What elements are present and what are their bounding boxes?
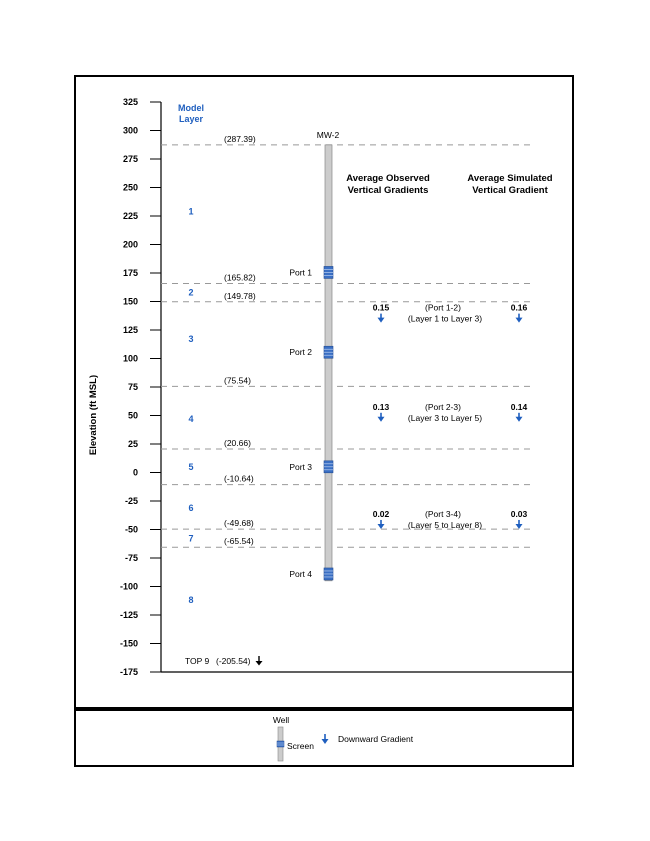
y-tick-label: 25 xyxy=(127,439,138,449)
observed-header-line2: Vertical Gradients xyxy=(347,185,429,196)
y-tick-label: 250 xyxy=(122,182,138,193)
downward-gradient-arrow-icon xyxy=(516,413,523,422)
well-screen xyxy=(324,346,333,358)
y-tick-label: 100 xyxy=(122,353,138,364)
downward-gradient-arrow-icon xyxy=(516,314,523,323)
simulated-gradient-value: 0.03 xyxy=(510,508,528,519)
y-tick-label: -25 xyxy=(124,496,138,506)
boundary-label: (75.54) xyxy=(224,375,251,386)
y-axis-label: Elevation (ft MSL) xyxy=(88,374,99,456)
y-tick-label: 225 xyxy=(122,211,138,221)
port-label: Port 1 xyxy=(289,267,312,278)
legend-downward-arrow-icon xyxy=(322,734,329,744)
port-pair-label: (Port 2-3) xyxy=(425,401,461,412)
y-tick-label: -175 xyxy=(119,667,138,677)
well-screen xyxy=(324,568,333,580)
port-pair-label: (Port 3-4) xyxy=(425,508,461,519)
boundary-label: (287.39) xyxy=(224,133,256,144)
boundary-label: (-49.68) xyxy=(224,518,254,529)
model-layer-header-line1: Model xyxy=(178,103,204,113)
layer-number-labels xyxy=(188,206,193,605)
legend-well-label: Well xyxy=(272,715,290,725)
y-tick-label: -75 xyxy=(124,553,138,563)
downward-gradient-arrow-icon xyxy=(378,314,385,323)
y-tick-label: -150 xyxy=(119,638,138,649)
legend-frame xyxy=(75,710,573,766)
legend-screen-icon xyxy=(277,741,284,747)
observed-header-line1: Average Observed xyxy=(346,173,430,184)
top9-down-arrow-icon xyxy=(256,656,263,666)
layer-pair-label: (Layer 3 to Layer 5) xyxy=(407,412,483,423)
y-tick-label: 275 xyxy=(122,154,138,164)
observed-gradient-value: 0.13 xyxy=(372,401,390,412)
layer-number: 6 xyxy=(188,502,194,513)
boundary-label: (165.82) xyxy=(224,272,256,283)
layer-number: 2 xyxy=(188,287,194,298)
legend-screen-label: Screen xyxy=(287,741,314,751)
y-tick-label: 0 xyxy=(132,467,138,478)
layer-number: 5 xyxy=(188,461,194,472)
port-pair-label: (Port 1-2) xyxy=(425,302,461,313)
model-layer-header-line2: Layer xyxy=(178,114,204,124)
boundary-label: (149.78) xyxy=(224,290,256,301)
well-name: MW-2 xyxy=(316,130,340,140)
port-label: Port 3 xyxy=(289,461,312,472)
downward-gradient-arrow-icon xyxy=(378,520,385,529)
diagram-frame xyxy=(75,76,573,708)
simulated-header-line2: Vertical Gradient xyxy=(472,185,548,196)
y-tick-label: 200 xyxy=(122,239,138,250)
y-tick-label: -100 xyxy=(119,581,138,592)
layer-number: 3 xyxy=(188,334,194,345)
boundary-label: (-10.64) xyxy=(224,473,254,484)
layer-pair-label: (Layer 1 to Layer 3) xyxy=(407,313,483,324)
y-tick-label: 300 xyxy=(122,125,138,136)
legend-gradient-label: Downward Gradient xyxy=(338,734,414,744)
top9-value: (-205.54) xyxy=(216,656,251,666)
y-tick-label: 125 xyxy=(122,325,138,335)
y-tick-label: 175 xyxy=(122,268,138,278)
well-casing xyxy=(325,145,332,581)
simulated-header-line1: Average Simulated xyxy=(467,173,553,184)
layer-pair-label: (Layer 5 to Layer 8) xyxy=(407,519,483,530)
y-tick-label: 75 xyxy=(127,382,138,392)
simulated-gradient-value: 0.14 xyxy=(510,401,528,412)
layer-number: 4 xyxy=(188,413,194,424)
y-tick-label: 325 xyxy=(122,97,138,107)
boundary-label: (20.66) xyxy=(224,437,251,448)
y-tick-label: -125 xyxy=(119,610,138,620)
port-label: Port 2 xyxy=(289,347,312,358)
well-mw2 xyxy=(289,145,333,581)
y-axis-ticks xyxy=(120,97,161,677)
well-screen xyxy=(324,461,333,473)
downward-gradient-arrow-icon xyxy=(378,413,385,422)
downward-gradient-arrow-icon xyxy=(516,520,523,529)
well-screen xyxy=(324,266,333,278)
layer-number: 7 xyxy=(188,533,194,544)
layer-number: 1 xyxy=(188,206,194,217)
y-tick-label: -50 xyxy=(124,524,138,535)
observed-gradient-value: 0.02 xyxy=(372,508,390,519)
y-tick-label: 150 xyxy=(122,296,138,307)
layer-number: 8 xyxy=(188,595,194,606)
top9-label: TOP 9 xyxy=(185,656,210,666)
boundary-label: (-65.54) xyxy=(224,536,254,547)
simulated-gradient-value: 0.16 xyxy=(510,302,528,313)
y-tick-label: 50 xyxy=(127,410,138,421)
port-label: Port 4 xyxy=(289,568,312,579)
observed-gradient-value: 0.15 xyxy=(372,302,390,313)
gradient-rows xyxy=(373,303,528,530)
